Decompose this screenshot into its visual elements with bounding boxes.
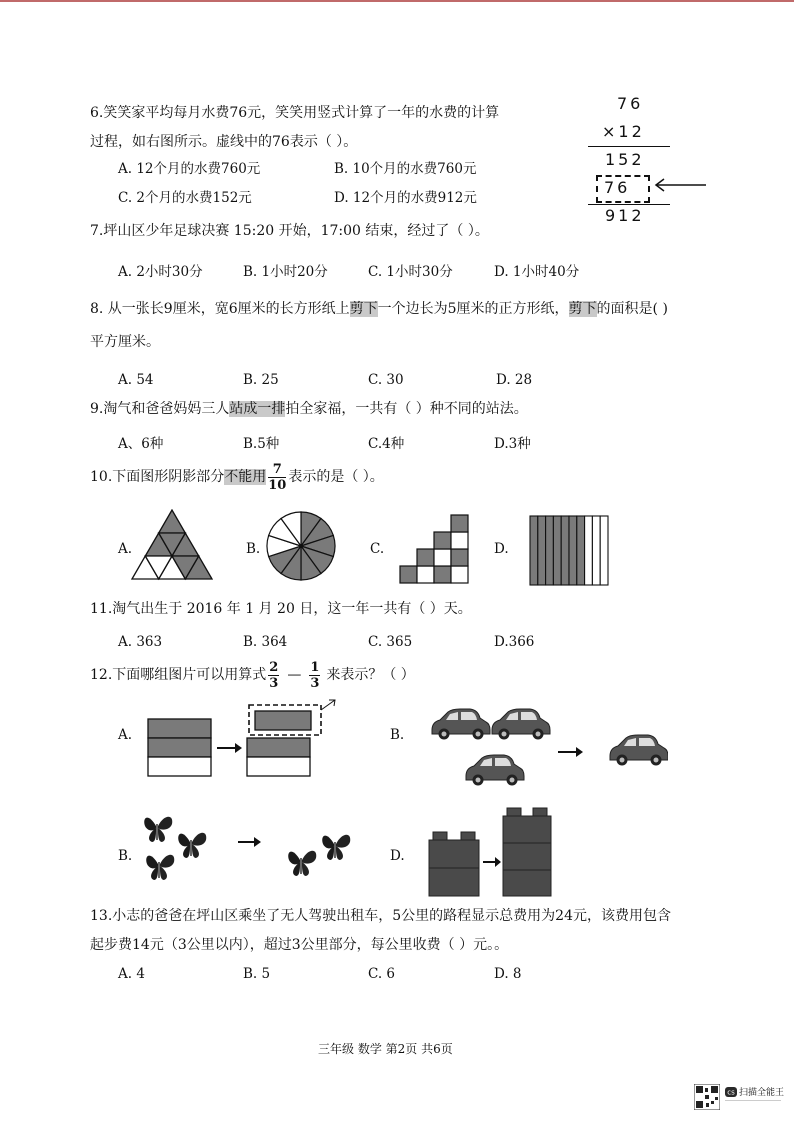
q8-line1: [90, 298, 668, 318]
q9-text: [90, 398, 528, 418]
q12-option-a[interactable]: A.: [118, 727, 133, 743]
q12-option-d[interactable]: D.: [390, 848, 405, 864]
qr-code-icon: [694, 1084, 720, 1110]
q9-option-d[interactable]: D.3种: [494, 436, 531, 452]
q10-option-c[interactable]: C.: [370, 541, 385, 557]
scanner-logo-icon: [725, 1087, 737, 1097]
watermark-text: 扫描全能王: [739, 1088, 785, 1098]
q10-option-d[interactable]: D.: [494, 541, 509, 557]
q11-option-c[interactable]: C. 365: [368, 634, 413, 650]
butterfly-icon: [144, 817, 172, 842]
q9-text-part2: 拍全家福，一共有（ ）种不同的站法。: [285, 401, 528, 417]
q11-option-d[interactable]: D.366: [494, 634, 535, 650]
q8-option-a[interactable]: A. 54: [118, 372, 154, 388]
q8-line2: 平方厘米。: [90, 334, 160, 350]
q10-text-part2: 表示的是（ ）。: [288, 469, 384, 485]
q10-option-b[interactable]: B.: [246, 541, 261, 557]
q8-text-part3: 的面积是( ): [596, 301, 668, 317]
q10-highlight: 不能用: [224, 469, 267, 485]
building-blocks-figure: [425, 806, 555, 898]
q8-option-d[interactable]: D. 28: [496, 372, 533, 388]
minus-sign: —: [287, 667, 302, 683]
scanner-watermark: [694, 1082, 786, 1112]
q8-highlight-cut1: 剪下: [349, 301, 378, 317]
q12-option-c[interactable]: B.: [118, 848, 133, 864]
q13-option-d[interactable]: D. 8: [494, 966, 522, 982]
q12-text-part1: 12.下面哪组图片可以用算式: [90, 667, 267, 683]
q13-line1: 13.小志的爸爸在坪山区乘坐了无人驾驶出租车，5公里的路程显示总费用为24元，该费用包含: [90, 908, 671, 924]
q11-option-a[interactable]: A. 363: [118, 634, 163, 650]
q12-text-part2: 来表示？（ ）: [326, 667, 415, 683]
q13-line2: 起步费14元（3公里以内），超过3公里部分，每公里收费（ ）元。。: [90, 937, 509, 953]
fraction-two-thirds: $\frac{2}{3}$: [269, 659, 279, 691]
car-icon: [432, 709, 490, 740]
calc-line-2: [588, 204, 670, 205]
calc-row-76-partial: 76: [604, 178, 631, 197]
q8-option-c[interactable]: C. 30: [368, 372, 404, 388]
q8-highlight-cut2: 剪下: [568, 301, 597, 317]
q8-option-b[interactable]: B. 25: [243, 372, 279, 388]
q6-option-c[interactable]: C. 2个月的水费152元: [118, 190, 252, 206]
q7-option-c[interactable]: C. 1小时30分: [368, 264, 453, 280]
q9-option-c[interactable]: C.4种: [368, 436, 405, 452]
q13-option-c[interactable]: C. 6: [368, 966, 396, 982]
q9-text-part1: 9.淘气和爸爸妈妈三人: [90, 401, 230, 417]
calc-row-x12: ×12: [602, 122, 645, 141]
top-border: [0, 0, 794, 2]
pointer-arrow-icon: [652, 176, 708, 194]
cars-figure: [428, 702, 668, 792]
q6-option-a[interactable]: A. 12个月的水费760元: [118, 161, 261, 177]
calc-row-76: 76: [617, 94, 644, 113]
q6-option-d[interactable]: D. 12个月的水费912元: [334, 190, 477, 206]
calc-row-912: 912: [605, 206, 645, 225]
butterfly-icon: [288, 851, 316, 876]
q10-text: [90, 460, 384, 494]
q8-text-part2: 一个边长为5厘米的正方形纸，: [377, 301, 569, 317]
q13-option-b[interactable]: B. 5: [243, 966, 271, 982]
shaded-circle-figure: [266, 511, 336, 581]
q10-text-part1: 10.下面图形阴影部分: [90, 469, 225, 485]
q6-line2: 过程，如右图所示。虚线中的76表示（ ）。: [90, 134, 358, 150]
q6-line1: 6.笑笑家平均每月水费76元，笑笑用竖式计算了一年的水费的计算: [90, 105, 500, 121]
q6-option-b[interactable]: B. 10个月的水费760元: [334, 161, 477, 177]
q9-option-b[interactable]: B.5种: [243, 436, 280, 452]
svg-text:cs: cs: [727, 1088, 735, 1097]
car-icon: [466, 755, 524, 786]
q13-option-a[interactable]: A. 4: [118, 966, 145, 982]
bar-model-figure: [145, 698, 340, 780]
q9-option-a[interactable]: A、6种: [118, 436, 164, 452]
butterfly-icon: [146, 855, 174, 880]
q9-highlight: 站成一排: [229, 401, 286, 417]
q12-text: [90, 658, 415, 692]
butterflies-figure: [140, 810, 370, 890]
shaded-triangle-figure: [131, 509, 213, 581]
q10-option-a[interactable]: A.: [118, 541, 133, 557]
watermark-underline: [725, 1100, 781, 1101]
calc-line-1: [588, 146, 670, 147]
q7-option-d[interactable]: D. 1小时40分: [494, 264, 580, 280]
butterfly-icon: [322, 835, 350, 860]
car-icon: [492, 709, 550, 740]
q11-text: 11.淘气出生于 2016 年 1 月 20 日，这一年一共有（ ）天。: [90, 601, 472, 617]
shaded-staircase-figure: [399, 514, 469, 584]
butterfly-icon: [178, 833, 206, 858]
q8-text-part1: 8. 从一张长9厘米，宽6厘米的长方形纸上: [90, 301, 350, 317]
calc-row-152: 152: [605, 150, 645, 169]
page-footer: 三年级 数学 第2页 共6页: [318, 1042, 453, 1056]
q11-option-b[interactable]: B. 364: [243, 634, 288, 650]
q7-text: 7.坪山区少年足球决赛 15:20 开始，17:00 结束，经过了（ ）。: [90, 223, 489, 239]
q7-option-b[interactable]: B. 1小时20分: [243, 264, 328, 280]
q12-option-b[interactable]: B.: [390, 727, 405, 743]
q7-option-a[interactable]: A. 2小时30分: [118, 264, 203, 280]
fraction-seven-tenths: $\frac{7}{10}$: [268, 461, 287, 493]
car-icon: [610, 735, 668, 766]
shaded-stripes-figure: [529, 515, 609, 587]
fraction-one-third: $\frac{1}{3}$: [310, 659, 320, 691]
